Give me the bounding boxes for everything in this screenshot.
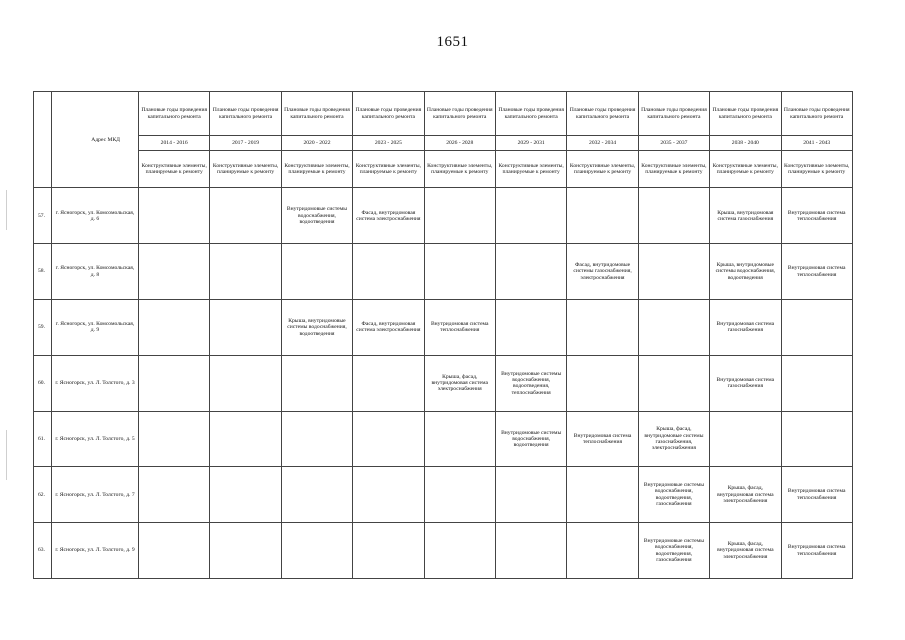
repair-cell: Фасад, внутридомовая система электроснабжения [353, 300, 424, 356]
repair-cell: Внутридомовая система теплоснабжения [424, 300, 495, 356]
repair-cell [781, 355, 852, 411]
repair-cell: Внутридомовая система газоснабжения [710, 300, 781, 356]
repair-cell [710, 411, 781, 467]
header-row-elements [34, 151, 853, 188]
header-planned-years-label: Плановые годы проведения капитального ремонта [710, 92, 781, 136]
repair-cell: Внутридомовая система теплоснабжения [781, 244, 852, 300]
repair-cell: Крыша, фасад, внутридомовая система электроснабжения [710, 467, 781, 523]
row-address: г. Ясногорск, ул. Комсомольская, д. 6 [52, 188, 139, 244]
repair-cell [210, 523, 281, 579]
header-planned-years-label: Плановые годы проведения капитального ремонта [638, 92, 709, 136]
repair-cell [353, 355, 424, 411]
table-row [34, 244, 853, 300]
repair-cell [424, 411, 495, 467]
table-row [34, 355, 853, 411]
header-elements-label: Конструктивные элементы, планируемые к ремонту [710, 151, 781, 188]
repair-cell: Внутридомовые системы водоснабжения, водоотведения, газоснабжения [638, 523, 709, 579]
repair-cell [781, 300, 852, 356]
table-row [34, 411, 853, 467]
repair-cell [139, 467, 210, 523]
header-elements-label: Конструктивные элементы, планируемые к ремонту [210, 151, 281, 188]
header-planned-years-label: Плановые годы проведения капитального ремонта [781, 92, 852, 136]
repair-cell [495, 523, 566, 579]
repair-cell [424, 244, 495, 300]
repair-cell [567, 188, 638, 244]
repair-cell [424, 467, 495, 523]
repair-cell: Внутридомовая система теплоснабжения [567, 411, 638, 467]
repair-cell [638, 300, 709, 356]
row-address: г. Ясногорск, ул. Л. Толстого, д. 7 [52, 467, 139, 523]
repair-cell [353, 411, 424, 467]
header-planned-years-label: Плановые годы проведения капитального ремонта [353, 92, 424, 136]
header-planned-years-label: Плановые годы проведения капитального ремонта [139, 92, 210, 136]
repair-cell [638, 355, 709, 411]
capital-repair-schedule-table [33, 91, 853, 579]
header-elements-label: Конструктивные элементы, планируемые к ремонту [781, 151, 852, 188]
header-elements-label: Конструктивные элементы, планируемые к ремонту [495, 151, 566, 188]
repair-cell [210, 300, 281, 356]
row-address: г. Ясногорск, ул. Комсомольская, д. 8 [52, 244, 139, 300]
header-planned-years-label: Плановые годы проведения капитального ремонта [424, 92, 495, 136]
row-number: 63. [34, 523, 52, 579]
repair-cell: Фасад, внутридомовые системы газоснабжения, электроснабжения [567, 244, 638, 300]
repair-cell [424, 523, 495, 579]
row-number: 61. [34, 411, 52, 467]
repair-cell [281, 467, 352, 523]
header-address: Адрес МКД [52, 92, 139, 188]
header-period-5: 2026 - 2028 [424, 136, 495, 151]
header-planned-years-label: Плановые годы проведения капитального ремонта [567, 92, 638, 136]
repair-cell: Внутридомовая система теплоснабжения [781, 467, 852, 523]
header-period-6: 2029 - 2031 [495, 136, 566, 151]
header-period-2: 2017 - 2019 [210, 136, 281, 151]
repair-cell [210, 411, 281, 467]
repair-cell [353, 467, 424, 523]
header-period-9: 2038 - 2040 [710, 136, 781, 151]
row-number: 57. [34, 188, 52, 244]
header-elements-label: Конструктивные элементы, планируемые к ремонту [139, 151, 210, 188]
repair-cell [281, 244, 352, 300]
scan-margin-mark [6, 190, 7, 230]
row-number: 62. [34, 467, 52, 523]
repair-cell [353, 244, 424, 300]
header-elements-label: Конструктивные элементы, планируемые к ремонту [281, 151, 352, 188]
repair-cell [210, 355, 281, 411]
repair-cell [495, 300, 566, 356]
table-row [34, 523, 853, 579]
table-row [34, 300, 853, 356]
repair-cell [495, 467, 566, 523]
repair-cell: Внутридомовые системы водоснабжения, водоотведения, теплоснабжения [495, 355, 566, 411]
table-row [34, 188, 853, 244]
row-address: г. Ясногорск, ул. Л. Толстого, д. 5 [52, 411, 139, 467]
repair-cell [139, 411, 210, 467]
row-number: 58. [34, 244, 52, 300]
repair-cell [281, 355, 352, 411]
scan-margin-mark [6, 430, 7, 480]
repair-cell [139, 300, 210, 356]
repair-cell: Внутридомовая система теплоснабжения [781, 523, 852, 579]
repair-cell [781, 411, 852, 467]
repair-cell: Крыша, фасад, внутридомовая система электроснабжения [710, 523, 781, 579]
repair-cell [139, 355, 210, 411]
row-number: 60. [34, 355, 52, 411]
header-num-cell [34, 92, 52, 188]
repair-cell [567, 467, 638, 523]
repair-cell: Внутридомовая система теплоснабжения [781, 188, 852, 244]
repair-cell: Крыша, фасад, внутридомовые системы газоснабжения, электроснабжения [638, 411, 709, 467]
row-address: г. Ясногорск, ул. Комсомольская, д. 9 [52, 300, 139, 356]
repair-cell [353, 523, 424, 579]
header-period-1: 2014 - 2016 [139, 136, 210, 151]
repair-cell: Крыша, внутридомовые системы водоснабжения, водоотведения [281, 300, 352, 356]
repair-cell [139, 523, 210, 579]
row-address: г. Ясногорск, ул. Л. Толстого, д. 3 [52, 355, 139, 411]
header-period-8: 2035 - 2037 [638, 136, 709, 151]
header-period-7: 2032 - 2034 [567, 136, 638, 151]
header-planned-years-label: Плановые годы проведения капитального ремонта [210, 92, 281, 136]
header-period-4: 2023 - 2025 [353, 136, 424, 151]
repair-cell [210, 244, 281, 300]
repair-cell [424, 188, 495, 244]
repair-cell [281, 523, 352, 579]
repair-cell: Крыша, фасад, внутридомовая система электроснабжения [424, 355, 495, 411]
repair-cell: Внутридомовые системы водоснабжения, водоотведения [281, 188, 352, 244]
repair-cell [567, 523, 638, 579]
header-elements-label: Конструктивные элементы, планируемые к ремонту [638, 151, 709, 188]
repair-cell [567, 300, 638, 356]
page-number: 1651 [436, 34, 469, 50]
header-row-planned-years [34, 92, 853, 136]
repair-cell: Внутридомовая система газоснабжения [710, 355, 781, 411]
repair-cell: Внутридомовые системы водоснабжения, водоотведения, газоснабжения [638, 467, 709, 523]
header-period-3: 2020 - 2022 [281, 136, 352, 151]
repair-cell: Крыша, внутридомовая система газоснабжения [710, 188, 781, 244]
row-address: г. Ясногорск, ул. Л. Толстого, д. 9 [52, 523, 139, 579]
row-number: 59. [34, 300, 52, 356]
repair-cell [210, 467, 281, 523]
repair-cell: Внутридомовые системы водоснабжения, водоотведения [495, 411, 566, 467]
header-period-10: 2041 - 2043 [781, 136, 852, 151]
repair-cell: Крыша, внутридомовые системы водоснабжения, водоотведения [710, 244, 781, 300]
header-elements-label: Конструктивные элементы, планируемые к ремонту [424, 151, 495, 188]
repair-cell [495, 244, 566, 300]
repair-cell [210, 188, 281, 244]
repair-cell [567, 355, 638, 411]
repair-cell [638, 244, 709, 300]
header-planned-years-label: Плановые годы проведения капитального ремонта [495, 92, 566, 136]
repair-cell: Фасад, внутридомовая система электроснабжения [353, 188, 424, 244]
repair-cell [495, 188, 566, 244]
table-row [34, 467, 853, 523]
repair-cell [281, 411, 352, 467]
header-row-periods [34, 136, 853, 151]
repair-cell [638, 188, 709, 244]
header-planned-years-label: Плановые годы проведения капитального ремонта [281, 92, 352, 136]
header-elements-label: Конструктивные элементы, планируемые к ремонту [353, 151, 424, 188]
header-elements-label: Конструктивные элементы, планируемые к ремонту [567, 151, 638, 188]
repair-cell [139, 188, 210, 244]
repair-cell [139, 244, 210, 300]
